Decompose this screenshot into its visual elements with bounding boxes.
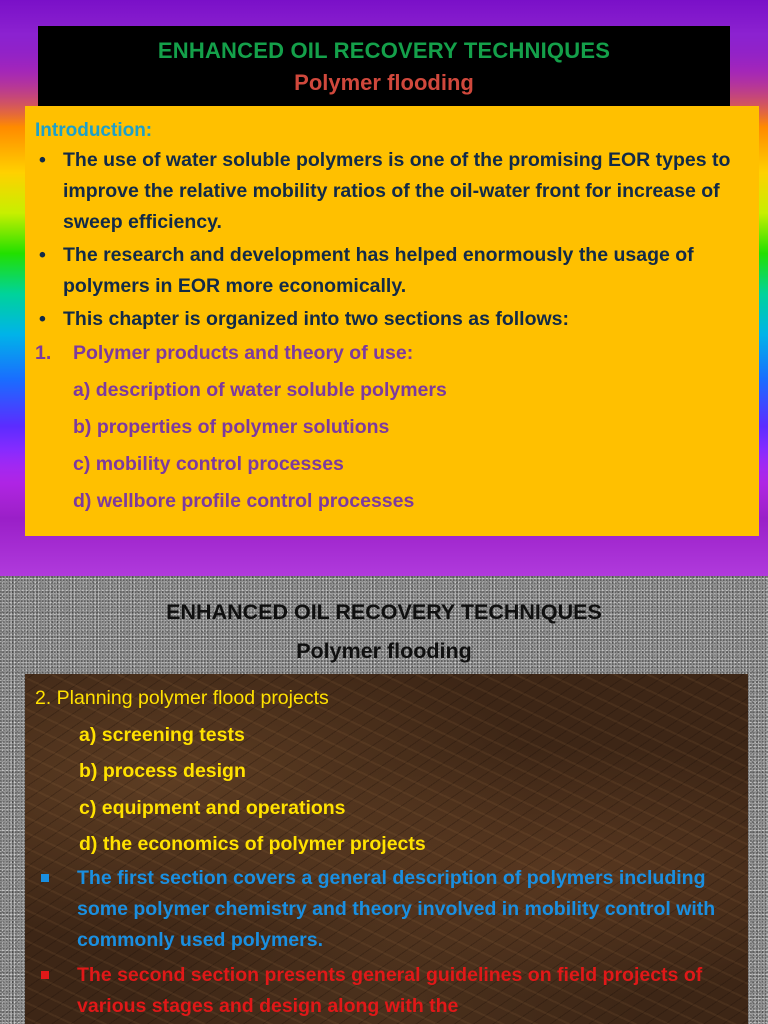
item-number: 1.	[35, 342, 52, 364]
slide-2-title: ENHANCED OIL RECOVERY TECHNIQUES	[166, 600, 602, 624]
square-bullet-icon	[41, 971, 49, 979]
numbered-item: 2. Planning polymer flood projects	[35, 687, 329, 709]
numbered-item	[35, 338, 751, 369]
bullet-text: This chapter is organized into two sections as follows:	[63, 308, 569, 330]
slide-2-subtitle: Polymer flooding	[296, 639, 472, 663]
slide-1-content	[25, 106, 759, 536]
bullet-text: The first section covers a general description of polymers including some polymer chemistry and theory involved in mobility control with commonly used polymers.	[77, 866, 716, 951]
bullet-item-blue	[35, 863, 740, 956]
slide-1-title: ENHANCED OIL RECOVERY TECHNIQUES	[157, 38, 611, 63]
slide-2-content	[25, 674, 748, 1024]
bullet-text: The use of water soluble polymers is one of the promising EOR types to improve the relative mobility ratios of the oil-water front for increase of sweep efficiency.	[63, 149, 731, 233]
bullet-item	[35, 145, 751, 238]
bullet-text: The second section presents general guidelines on field projects of various stages and design along with the	[77, 963, 703, 1017]
sub-item: c) mobility control processes	[73, 453, 344, 475]
slide-2-title-block	[0, 600, 768, 664]
bullet-item-red	[35, 960, 740, 1022]
sub-item: b) properties of polymer solutions	[73, 416, 390, 438]
sub-item: c) equipment and operations	[79, 796, 346, 819]
slide-1-title-box	[38, 26, 730, 106]
bullet-dot-icon: •	[39, 308, 46, 330]
bullet-text: The research and development has helped enormously the usage of polymers in EOR more economically.	[63, 244, 694, 297]
slide-2	[0, 576, 768, 1024]
sub-item: b) process design	[79, 760, 246, 782]
bullet-item	[35, 304, 751, 335]
item-text: Polymer products and theory of use:	[73, 342, 414, 364]
bullet-item	[35, 240, 751, 302]
sub-item: d) the economics of polymer projects	[79, 833, 426, 855]
intro-heading: Introduction:	[35, 120, 153, 141]
bullet-dot-icon: •	[39, 244, 46, 266]
bullet-dot-icon: •	[39, 149, 46, 171]
sub-item: d) wellbore profile control processes	[73, 490, 415, 512]
sub-item: a) screening tests	[79, 723, 245, 746]
sub-item: a) description of water soluble polymers	[73, 379, 447, 401]
square-bullet-icon	[41, 874, 49, 882]
slide-1-subtitle: Polymer flooding	[294, 70, 474, 95]
